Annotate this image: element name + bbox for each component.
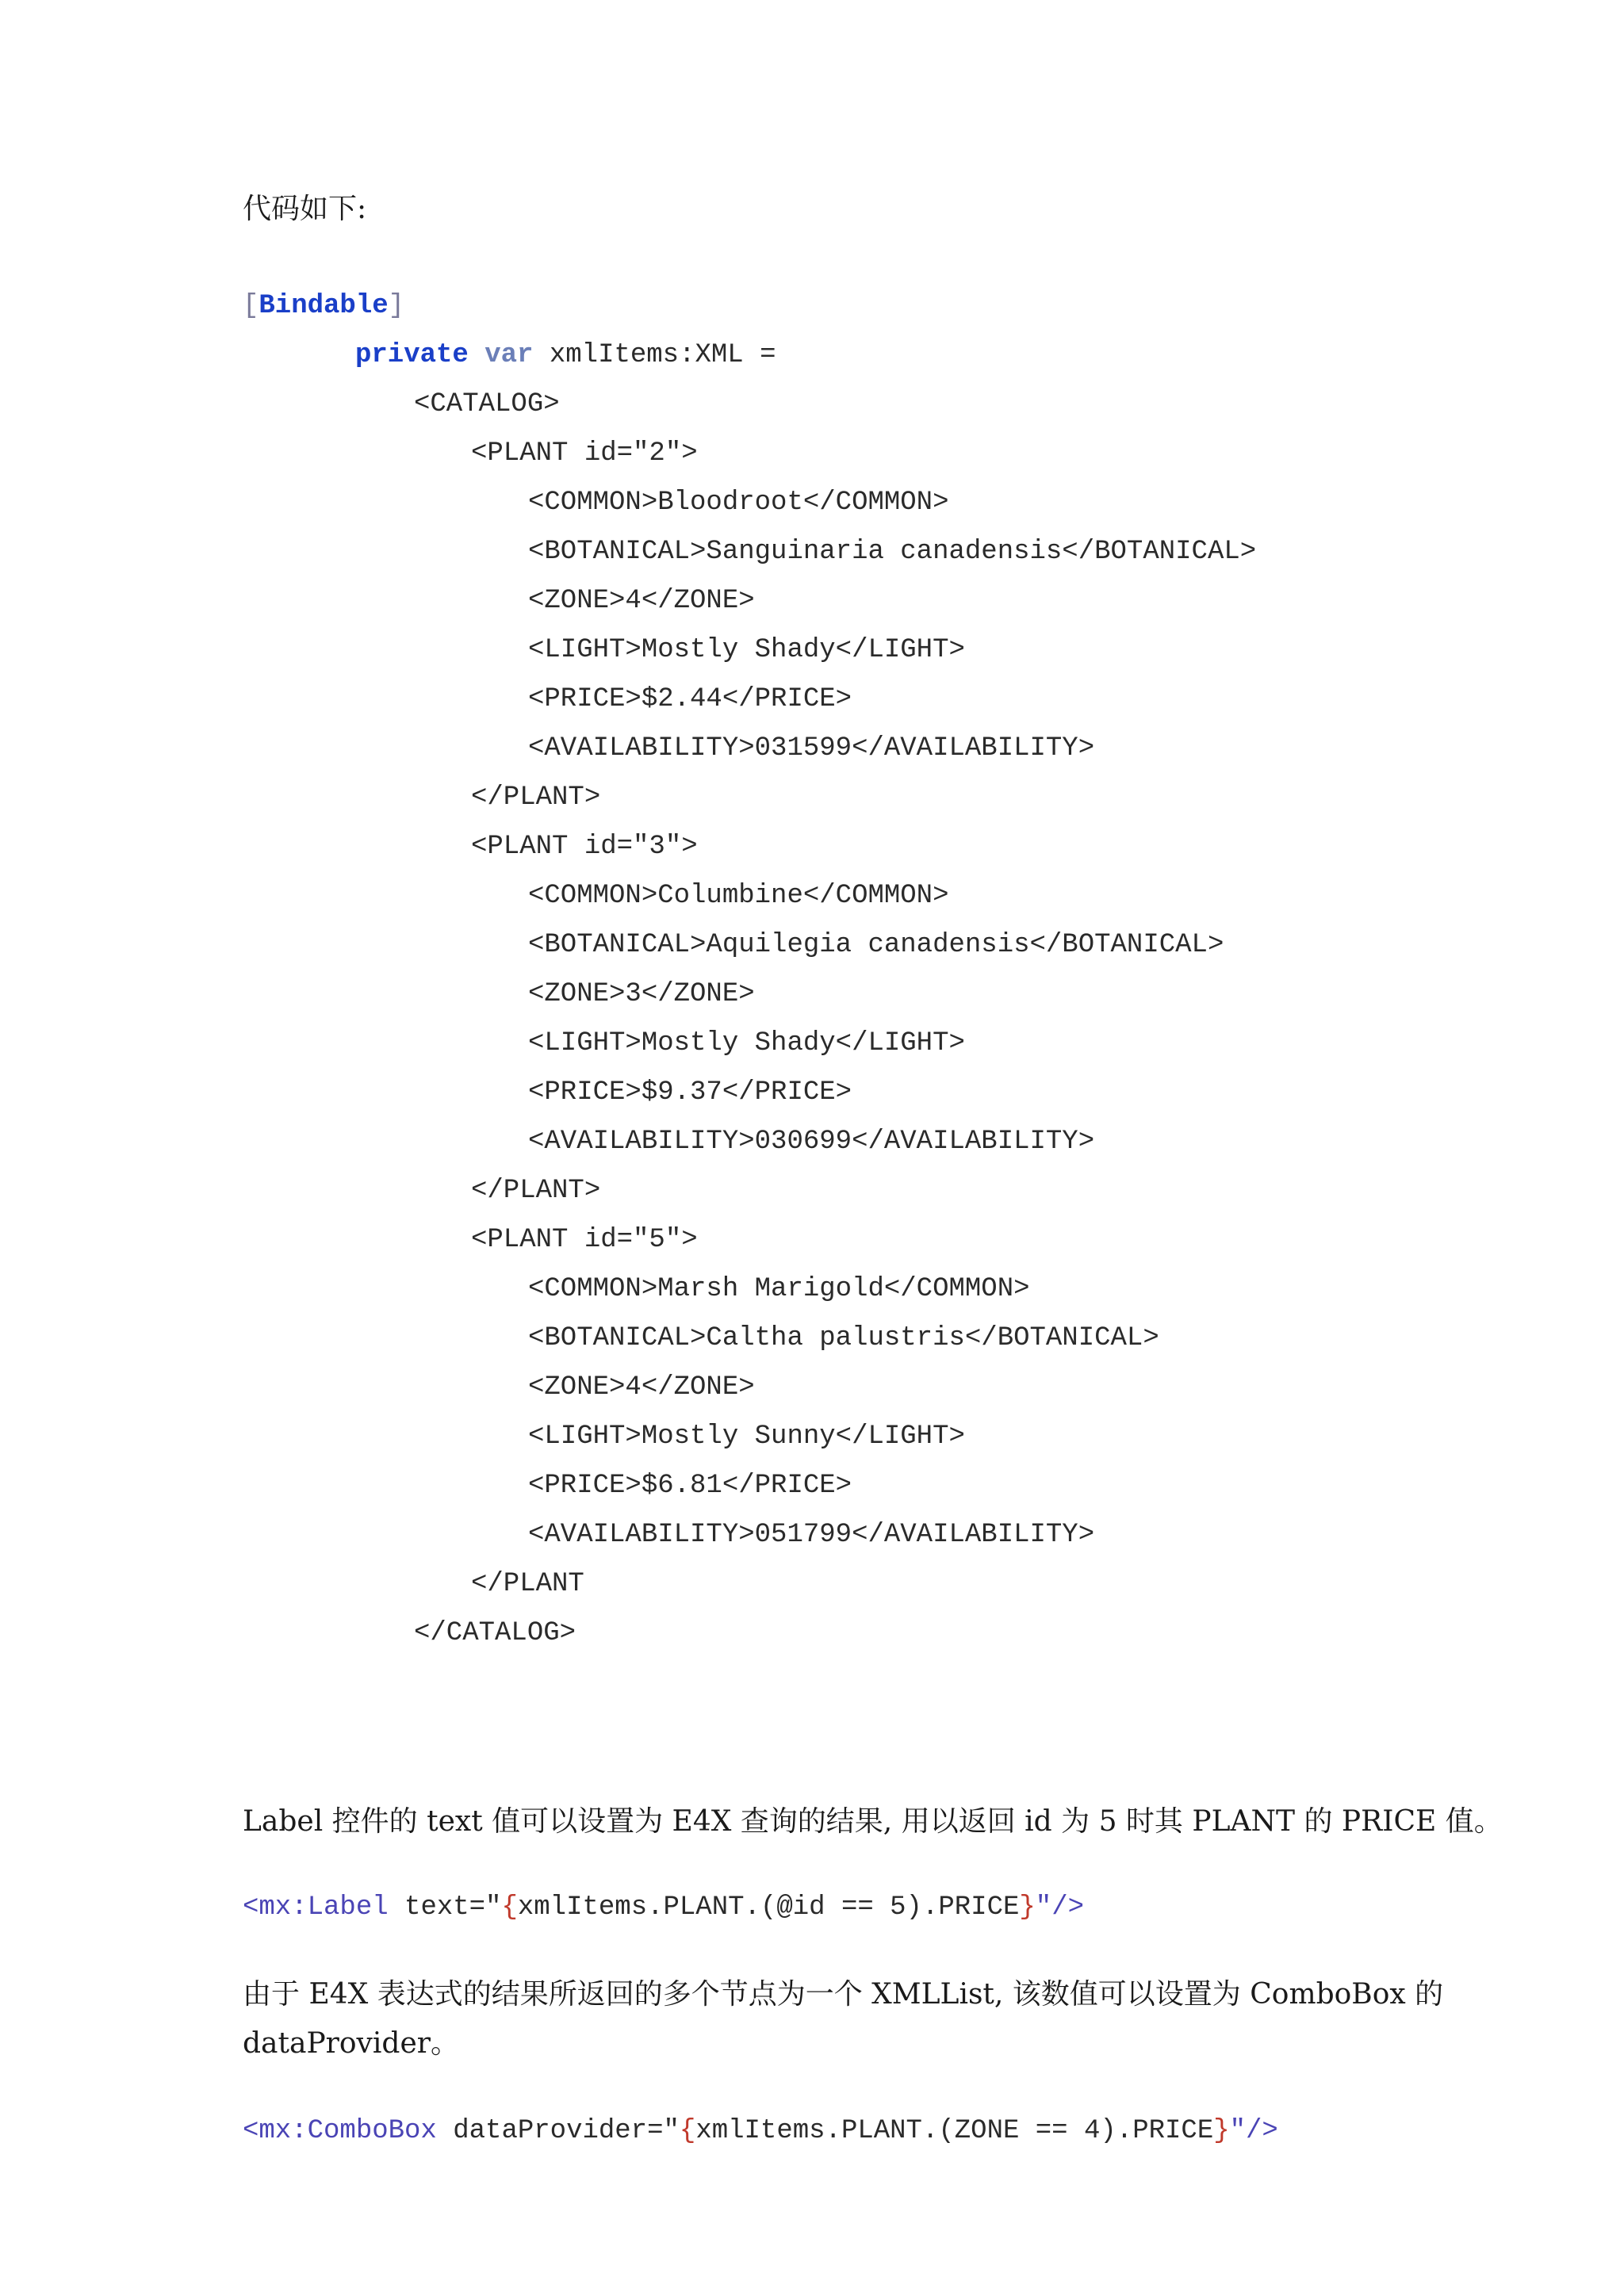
declaration-text: xmlItems:XML = (533, 340, 776, 370)
xml-line: <LIGHT>Mostly Shady</LIGHT> (528, 635, 965, 665)
brace-open: { (501, 1892, 518, 1923)
brace-close: } (1019, 1892, 1036, 1923)
combobox-tag: <mx:ComboBox (243, 2116, 437, 2146)
xml-line: <PRICE>$2.44</PRICE> (528, 684, 852, 714)
xml-line: </PLANT> (471, 783, 601, 813)
label-expr: xmlItems.PLANT.(@id == 5).PRICE (517, 1892, 1020, 1923)
paragraph-combobox-desc-2: dataProvider。 (243, 2027, 459, 2060)
paragraph-combobox-desc-1: 由于 E4X 表达式的结果所返回的多个节点为一个 XMLList, 该数值可以设置为 ComboBox 的 (243, 1978, 1444, 2011)
bracket-open: [ (243, 291, 259, 321)
keyword-private: private (355, 340, 469, 370)
xml-line: </PLANT> (471, 1176, 601, 1206)
combobox-code-line (243, 2115, 1278, 2147)
combobox-expr: xmlItems.PLANT.(ZONE == 4).PRICE (695, 2116, 1214, 2146)
xml-line: <COMMON>Bloodroot</COMMON> (528, 488, 949, 518)
intro-text: 代码如下: (243, 193, 367, 225)
xml-line: <ZONE>4</ZONE> (528, 1372, 755, 1402)
xml-line: <PRICE>$9.37</PRICE> (528, 1077, 852, 1108)
xml-line: <COMMON>Marsh Marigold</COMMON> (528, 1274, 1030, 1304)
xml-line: <PLANT id="5"> (471, 1225, 698, 1255)
xml-line: <ZONE>4</ZONE> (528, 586, 755, 616)
label-code-line (243, 1892, 1084, 1923)
code-declaration (355, 339, 776, 371)
xml-line: <PRICE>$6.81</PRICE> (528, 1471, 852, 1501)
label-tag: <mx:Label (243, 1892, 389, 1923)
xml-line: <PLANT id="3"> (471, 832, 698, 862)
xml-line: <AVAILABILITY>030699</AVAILABILITY> (528, 1127, 1095, 1157)
xml-line: <BOTANICAL>Caltha palustris</BOTANICAL> (528, 1323, 1159, 1353)
xml-line: <PLANT id="2"> (471, 438, 698, 469)
code-annotation (243, 290, 404, 322)
xml-line: <BOTANICAL>Aquilegia canadensis</BOTANICAL> (528, 930, 1224, 960)
xml-line: <AVAILABILITY>051799</AVAILABILITY> (528, 1520, 1095, 1550)
combobox-end: "/> (1229, 2116, 1278, 2146)
annotation-name: Bindable (259, 291, 389, 321)
xml-line: <LIGHT>Mostly Shady</LIGHT> (528, 1028, 965, 1058)
xml-line: </CATALOG> (414, 1618, 576, 1648)
xml-line: <BOTANICAL>Sanguinaria canadensis</BOTANICAL> (528, 537, 1257, 567)
xml-line: <CATALOG> (414, 389, 560, 419)
xml-line: <COMMON>Columbine</COMMON> (528, 881, 949, 911)
paragraph-label-desc: Label 控件的 text 值可以设置为 E4X 查询的结果, 用以返回 id 为 5 时其 PLANT 的 PRICE 值。 (243, 1805, 1503, 1838)
xml-line: <LIGHT>Mostly Sunny</LIGHT> (528, 1422, 965, 1452)
xml-line: <AVAILABILITY>031599</AVAILABILITY> (528, 733, 1095, 763)
label-attr: text=" (388, 1892, 502, 1923)
label-end: "/> (1035, 1892, 1085, 1923)
combobox-attr: dataProvider=" (436, 2116, 680, 2146)
brace-close: } (1213, 2116, 1230, 2146)
xml-line: </PLANT (471, 1569, 584, 1599)
xml-line: <ZONE>3</ZONE> (528, 979, 755, 1009)
bracket-close: ] (388, 291, 405, 321)
brace-open: { (679, 2116, 696, 2146)
keyword-var: var (485, 340, 534, 370)
